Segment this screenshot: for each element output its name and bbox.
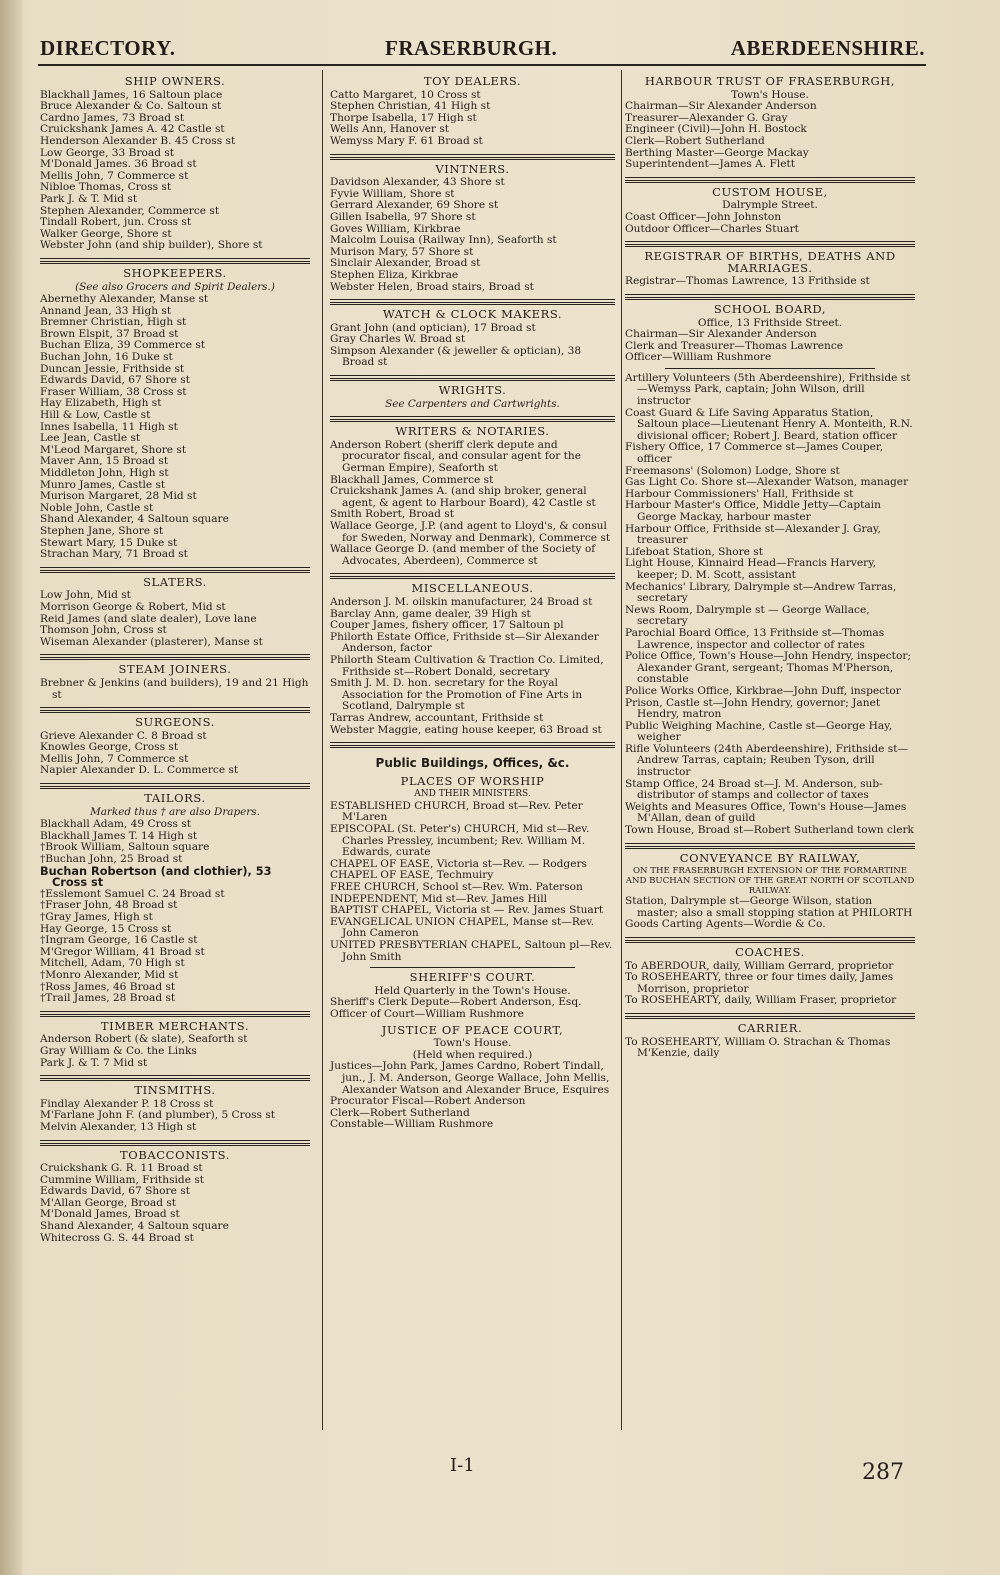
directory-entry: Knowles George, Cross st <box>40 741 179 754</box>
directory-entry: Light House, Kinnaird Head—Francis Harvery, keeper; D. M. Scott, assistant <box>625 557 877 581</box>
directory-entry: Webster Helen, Broad stairs, Broad st <box>330 280 534 293</box>
directory-entry: Innes Isabella, 11 High st <box>40 420 178 433</box>
directory-entry: Engineer (Civil)—John H. Bostock <box>625 123 807 136</box>
header-rule <box>38 64 926 66</box>
directory-entry: Wallace George D. (and member of the Society of Advocates, Aberdeen), Commerce st <box>330 543 596 567</box>
directory-entry: Coast Guard & Life Saving Apparatus Station, Saltoun place—Lieutenant Henry A. Monteith, R.N. divisional officer; Robert J. Beard, station officer <box>625 406 913 442</box>
railway-list <box>625 896 915 931</box>
directory-entry: M'Farlane John F. (and plumber), 5 Cross st <box>40 1109 276 1122</box>
directory-entry: Philorth Steam Cultivation & Traction Co. Limited, Frithside st—Robert Donald, secretary <box>330 653 604 678</box>
directory-entry: Cruickshank James A. (and ship broker, general agent, & agent to Harbour Board), 42 Castle st <box>330 485 596 509</box>
directory-entry: Stephen Alexander, Commerce st <box>40 204 220 217</box>
directory-entry: Morrison George & Robert, Mid st <box>40 600 226 613</box>
section-title: CARRIER. <box>737 1020 803 1035</box>
directory-entry: Sinclair Alexander, Broad st <box>330 257 481 270</box>
section-rule <box>330 416 615 422</box>
directory-entry: Webster John (and ship builder), Shore st <box>40 239 263 252</box>
directory-entry: Thorpe Isabella, 17 High st <box>330 111 477 124</box>
section-title: WATCH & CLOCK MAKERS. <box>382 307 563 322</box>
section-title: HARBOUR TRUST OF FRASERBURGH, <box>644 74 896 88</box>
directory-entry: Low George, 33 Broad st <box>40 146 175 159</box>
directory-entry: Brown Elspit, 37 Broad st <box>40 327 179 340</box>
directory-entry: Edwards David, 67 Shore st <box>40 1185 190 1198</box>
directory-entry: Goods Carting Agents—Wordie & Co. <box>625 918 826 931</box>
directory-entry: Cruickshank James A. 42 Castle st <box>40 123 225 136</box>
section-subtitle: ON THE FRASERBURGH EXTENSION OF THE FORMARTINE AND BUCHAN SECTION OF THE GREAT NORTH OF SCOTLAND RAILWAY. <box>625 866 915 897</box>
directory-entry: Station, Dalrymple st—George Wilson, station master; also a small stopping station at PHILORTH <box>625 895 913 919</box>
directory-entry: Berthing Master—George Mackay <box>625 146 809 159</box>
directory-entry: Low John, Mid st <box>40 589 131 602</box>
directory-entry: Grieve Alexander C. 8 Broad st <box>40 729 207 742</box>
directory-entry: Blackhall James T. 14 High st <box>40 829 198 842</box>
directory-entry: Strachan Mary, 71 Broad st <box>40 548 188 561</box>
directory-entry: Gray Charles W. Broad st <box>330 333 466 346</box>
section-rule <box>40 1011 310 1017</box>
directory-entry: Melvin Alexander, 13 High st <box>40 1120 197 1133</box>
directory-entry: †Esslemont Samuel C. 24 Broad st <box>40 887 225 900</box>
section-rule <box>625 1013 915 1019</box>
directory-entry: Officer of Court—William Rushmore <box>330 1007 524 1020</box>
directory-entry-bold: Buchan Robertson (and clothier), 53 Cross st <box>40 864 272 890</box>
directory-entry: †Buchan John, 25 Broad st <box>40 853 183 866</box>
public-offices-list <box>625 373 915 837</box>
directory-entry: Wemyss Mary F. 61 Broad st <box>330 134 483 147</box>
directory-entry: †Ross James, 46 Broad st <box>40 980 176 993</box>
directory-entry: Cardno James, 73 Broad st <box>40 111 185 124</box>
directory-entry: Treasurer—Alexander G. Gray <box>625 111 788 124</box>
section-title: TIMBER MERCHANTS. <box>100 1018 250 1033</box>
section-subtitle: (Held when required.) <box>412 1048 533 1061</box>
directory-section <box>40 258 310 561</box>
section-title: TAILORS. <box>144 791 206 806</box>
directory-entry: ESTABLISHED CHURCH, Broad st—Rev. Peter M'Laren <box>330 799 583 824</box>
directory-entry: Public Weighing Machine, Castle st—George Hay, weigher <box>625 719 893 744</box>
column-2-trades <box>330 76 615 736</box>
directory-entry: M'Donald James. 36 Broad st <box>40 158 197 171</box>
directory-entry: Fraser William, 38 Cross st <box>40 385 187 398</box>
directory-entry: Hay Elizabeth, High st <box>40 397 162 410</box>
directory-section <box>40 654 310 701</box>
directory-section <box>40 1075 310 1133</box>
directory-section <box>330 154 615 294</box>
directory-entry: Procurator Fiscal—Robert Anderson <box>330 1095 526 1108</box>
directory-entry: Superintendent—James A. Flett <box>625 158 796 171</box>
section-title: VINTNERS. <box>435 161 510 176</box>
section-title: WRIGHTS. <box>438 383 507 398</box>
directory-entry: Middleton John, High st <box>40 467 169 479</box>
directory-entry: Shand Alexander, 4 Saltoun square <box>40 513 229 526</box>
section-rule <box>330 742 615 748</box>
directory-entry: M'Donald James, Broad st <box>40 1208 180 1221</box>
section-rule <box>330 375 615 381</box>
directory-entry: Wallace George, J.P. (and agent to Lloyd's, & consul for Sweden, Norway and Denmark), Commerce st <box>330 520 611 544</box>
section-subtitle: See Carpenters and Cartwrights. <box>385 397 560 410</box>
directory-entry: CHAPEL OF EASE, Techmuiry <box>330 869 494 882</box>
custom-list <box>625 212 915 235</box>
directory-entry: †Ingram George, 16 Castle st <box>40 934 198 947</box>
public-buildings-title: Public Buildings, Offices, &c. <box>375 756 570 771</box>
directory-entry: Simpson Alexander (& jeweller & optician), 38 Broad st <box>330 344 582 369</box>
section-title: SLATERS. <box>143 574 207 589</box>
directory-entry: Blackhall Adam, 49 Cross st <box>40 818 191 831</box>
carrier-list <box>625 1037 915 1060</box>
directory-entry: Smith J. M. D. hon. secretary for the Royal Association for the Promotion of Fine Arts in Scotland, Dalrymple st <box>330 677 583 713</box>
section-rule <box>40 654 310 660</box>
directory-entry: UNITED PRESBYTERIAN CHAPEL, Saltoun pl—Rev. John Smith <box>330 939 613 963</box>
directory-entry: Goves William, Kirkbrae <box>330 222 461 235</box>
section-subtitle: Town's House. <box>731 88 809 101</box>
directory-entry: Mellis John, 7 Commerce st <box>40 169 189 182</box>
directory-entry: To ROSEHEARTY, daily, William Fraser, proprietor <box>625 994 897 1007</box>
directory-entry: Clerk—Robert Sutherland <box>625 134 765 147</box>
section-title: SURGEONS. <box>135 715 215 730</box>
directory-entry: Bremner Christian, High st <box>40 316 187 329</box>
directory-entry: Grant John (and optician), 17 Broad st <box>330 321 536 334</box>
directory-entry: Whitecross G. S. 44 Broad st <box>40 1231 194 1244</box>
directory-entry: Murison Margaret, 28 Mid st <box>40 490 197 503</box>
column-2 <box>330 72 615 1131</box>
directory-entry: Brebner & Jenkins (and builders), 19 and 21 High st <box>40 676 309 701</box>
running-head <box>40 36 925 66</box>
section-title: TINSMITHS. <box>134 1083 216 1098</box>
section-subtitle: Held Quarterly in the Town's House. <box>374 984 571 997</box>
directory-entry: EVANGELICAL UNION CHAPEL, Manse st—Rev. John Cameron <box>330 915 595 940</box>
section-rule <box>625 241 915 247</box>
directory-entry: Gray William & Co. the Links <box>40 1044 197 1057</box>
directory-section <box>330 416 615 567</box>
directory-entry: EPISCOPAL (St. Peter's) CHURCH, Mid st—Rev. Charles Pressley, incumbent; Rev. William M. Edwards, curate <box>330 823 590 859</box>
section-rule <box>330 299 615 305</box>
directory-entry: Hill & Low, Castle st <box>40 409 151 422</box>
directory-section <box>330 375 615 410</box>
section-title: SHIP OWNERS. <box>124 74 226 88</box>
directory-entry: Anderson J. M. oilskin manufacturer, 24 Broad st <box>330 595 593 608</box>
directory-entry: †Brook William, Saltoun square <box>40 841 210 854</box>
section-title: SHERIFF'S COURT. <box>409 970 536 985</box>
directory-entry: Bruce Alexander & Co. Saltoun st <box>40 100 222 113</box>
section-subtitle: Marked thus † are also Drapers. <box>90 805 260 818</box>
directory-entry: Lifeboat Station, Shore st <box>625 545 763 558</box>
directory-entry: Findlay Alexander P. 18 Cross st <box>40 1097 214 1110</box>
directory-entry: Harbour Office, Frithside st—Alexander J. Gray, treasurer <box>625 522 881 547</box>
section-subtitle: Town's House. <box>433 1037 512 1050</box>
directory-entry: To ROSEHEARTY, William O. Strachan & Thomas M'Kenzie, daily <box>625 1035 891 1060</box>
section-rule <box>625 177 915 183</box>
section-title: WRITERS & NOTARIES. <box>395 424 550 439</box>
binding-gutter <box>0 0 22 1575</box>
page-number: 287 <box>862 1460 904 1485</box>
directory-entry: Artillery Volunteers (5th Aberdeenshire), Frithside st—Wemyss Park, captain; John Wilson, drill instructor <box>625 371 911 408</box>
directory-entry: Munro James, Castle st <box>40 478 166 491</box>
directory-entry: Officer—William Rushmore <box>625 351 772 364</box>
section-title: CUSTOM HOUSE, <box>712 184 828 199</box>
header-right: ABERDEENSHIRE. <box>730 36 925 60</box>
directory-entry: Registrar—Thomas Lawrence, 13 Frithside st <box>625 275 870 288</box>
directory-entry: Philorth Estate Office, Frithside st—Sir Alexander Anderson, factor <box>330 630 599 655</box>
directory-entry: M'Gregor William, 41 Broad st <box>40 945 205 958</box>
directory-entry: Shand Alexander, 4 Saltoun square <box>40 1220 229 1233</box>
directory-entry: Fyvie William, Shore st <box>330 187 455 200</box>
header-center: FRASERBURGH. <box>385 36 558 60</box>
directory-entry: Parochial Board Office, 13 Frithside st—Thomas Lawrence, inspector and collector of rates <box>625 626 885 651</box>
worship-list <box>330 801 615 963</box>
directory-entry: Barclay Ann, game dealer, 39 High st <box>330 607 531 620</box>
section-rule <box>330 154 615 160</box>
directory-entry: Town House, Broad st—Robert Sutherland town clerk <box>625 824 914 837</box>
directory-entry: Coast Officer—John Johnston <box>625 210 782 223</box>
column-divider <box>621 70 622 1430</box>
divider <box>370 967 575 968</box>
directory-entry: Tarras Andrew, accountant, Frithside st <box>330 711 544 724</box>
directory-entry: Webster Maggie, eating house keeper, 63 Broad st <box>330 723 602 736</box>
directory-entry: Duncan Jessie, Frithside st <box>40 362 185 375</box>
section-title: SCHOOL BOARD, <box>713 301 827 316</box>
coaches-list <box>625 961 915 1007</box>
directory-entry: Anderson Robert (& slate), Seaforth st <box>40 1033 248 1046</box>
directory-entry: †Trail James, 28 Broad st <box>40 992 176 1005</box>
directory-entry: Rifle Volunteers (24th Aberdeenshire), Frithside st—Andrew Tarras, captain; Reuben Tyson, drill instructor <box>625 742 909 779</box>
directory-entry: Buchan John, 16 Duke st <box>40 351 173 364</box>
directory-entry: Wiseman Alexander (plasterer), Manse st <box>40 635 263 648</box>
directory-entry: Anderson Robert (sheriff clerk depute and procurator fiscal, and consular agent for the German Empire), Seaforth st <box>330 438 582 475</box>
directory-entry: Justices—John Park, James Cardno, Robert Tindall, jun., J. M. Anderson, George Wallace, John Mellis, Alexander Watson and Alexander Bruce, Esquires <box>330 1060 610 1096</box>
directory-section <box>330 573 615 736</box>
directory-entry: M'Allan George, Broad st <box>40 1196 177 1209</box>
directory-entry: News Room, Dalrymple st — George Wallace, secretary <box>625 603 870 628</box>
section-rule <box>330 573 615 579</box>
directory-entry: INDEPENDENT, Mid st—Rev. James Hill <box>330 892 548 905</box>
section-subtitle: Dalrymple Street. <box>722 199 818 212</box>
directory-entry: Blackhall James, 16 Saltoun place <box>40 88 223 101</box>
directory-entry: Napier Alexander D. L. Commerce st <box>40 764 239 777</box>
directory-entry: Murison Mary, 57 Shore st <box>330 245 474 258</box>
directory-entry: Stephen Christian, 41 High st <box>330 100 491 113</box>
section-title: TOBACCONISTS. <box>120 1147 230 1162</box>
section-rule <box>625 937 915 943</box>
directory-entry: Noble John, Castle st <box>40 501 154 514</box>
section-title: JUSTICE OF PEACE COURT, <box>381 1022 564 1037</box>
directory-entry: To ABERDOUR, daily, William Gerrard, proprietor <box>625 959 894 972</box>
directory-entry: FREE CHURCH, School st—Rev. Wm. Paterson <box>330 881 583 894</box>
directory-entry: Cruickshank G. R. 11 Broad st <box>40 1162 203 1175</box>
section-rule <box>40 783 310 789</box>
directory-entry: Harbour Commissioners' Hall, Frithside st <box>625 487 854 500</box>
directory-entry: Mechanics' Library, Dalrymple st—Andrew Tarras, secretary <box>625 580 897 605</box>
directory-entry: Stewart Mary, 15 Duke st <box>40 536 178 549</box>
directory-entry: †Monro Alexander, Mid st <box>40 968 179 981</box>
directory-entry: Reid James (and slate dealer), Love lane <box>40 612 257 625</box>
directory-entry: Chairman—Sir Alexander Anderson <box>625 328 817 341</box>
directory-entry: Clerk and Treasurer—Thomas Lawrence <box>625 339 844 352</box>
section-title: REGISTRAR OF BIRTHS, DEATHS AND MARRIAGES. <box>644 249 896 275</box>
directory-section <box>40 76 310 252</box>
directory-entry: CHAPEL OF EASE, Victoria st—Rev. — Rodgers <box>330 857 587 870</box>
section-title: MISCELLANEOUS. <box>411 581 534 596</box>
directory-entry: M'Leod Margaret, Shore st <box>40 443 187 456</box>
directory-entry: Gerrard Alexander, 69 Shore st <box>330 199 499 212</box>
directory-entry: Smith Robert, Broad st <box>330 508 454 521</box>
column-1 <box>40 72 310 1250</box>
section-rule <box>40 567 310 573</box>
directory-entry: Stephen Eliza, Kirkbrae <box>330 268 459 281</box>
directory-section <box>330 299 615 369</box>
directory-entry: Catto Margaret, 10 Cross st <box>330 88 481 101</box>
directory-section <box>40 783 310 1005</box>
directory-entry: †Gray James, High st <box>40 911 153 923</box>
column-divider <box>322 70 323 1430</box>
directory-section <box>330 76 615 148</box>
directory-entry: Walker George, Shore st <box>40 227 172 240</box>
directory-entry: Gas Light Co. Shore st—Alexander Watson, manager <box>625 476 909 489</box>
directory-entry: Mitchell, Adam, 70 High st <box>40 957 185 970</box>
divider <box>665 368 875 369</box>
directory-entry: Annand Jean, 33 High st <box>40 304 172 317</box>
directory-entry: Harbour Master's Office, Middle Jetty—Captain George Mackay, harbour master <box>625 499 881 523</box>
directory-entry: Constable—William Rushmore <box>330 1118 494 1131</box>
directory-entry: Gillen Isabella, 97 Shore st <box>330 210 476 223</box>
directory-section <box>40 707 310 777</box>
signature-mark: I-1 <box>450 1455 475 1476</box>
directory-entry: Hay George, 15 Cross st <box>40 922 172 935</box>
directory-entry: Buchan Eliza, 39 Commerce st <box>40 339 206 352</box>
directory-entry: Abernethy Alexander, Manse st <box>40 293 209 306</box>
section-rule <box>625 843 915 849</box>
header-left: DIRECTORY. <box>40 36 176 60</box>
section-rule <box>40 258 310 264</box>
directory-section <box>40 1140 310 1245</box>
directory-entry: To ROSEHEARTY, three or four times daily, James Morrison, proprietor <box>625 971 894 995</box>
directory-entry: Tindall Robert, jun. Cross st <box>40 216 192 229</box>
section-rule <box>40 1075 310 1081</box>
section-title: TOY DEALERS. <box>423 74 522 88</box>
section-title: STEAM JOINERS. <box>118 662 232 677</box>
directory-entry: Fishery Office, 17 Commerce st—James Couper, officer <box>625 441 884 466</box>
justice-list <box>330 1061 615 1131</box>
section-subtitle: AND THEIR MINISTERS. <box>414 789 531 800</box>
directory-entry: Freemasons' (Solomon) Lodge, Shore st <box>625 464 840 477</box>
directory-entry: Davidson Alexander, 43 Shore st <box>330 176 505 189</box>
section-subtitle: Office, 13 Frithside Street. <box>697 316 843 329</box>
column-3 <box>625 72 915 1060</box>
section-rule <box>40 707 310 713</box>
section-title: COACHES. <box>735 945 805 959</box>
directory-entry: Malcolm Louisa (Railway Inn), Seaforth st <box>330 234 557 247</box>
directory-entry: Weights and Measures Office, Town's House—James M'Allan, dean of guild <box>625 800 907 825</box>
directory-section <box>40 1011 310 1069</box>
directory-entry: Clerk—Robert Sutherland <box>330 1106 470 1119</box>
harbour-list <box>625 101 915 171</box>
sheriff-list <box>330 997 615 1020</box>
directory-entry: Police Office, Town's House—John Hendry, inspector; Alexander Grant, sergeant; Thomas M'Pherson, constable <box>625 650 911 686</box>
section-title: SHOPKEEPERS. <box>123 265 227 280</box>
directory-entry: Henderson Alexander B. 45 Cross st <box>40 134 236 147</box>
section-title: PLACES OF WORSHIP <box>400 773 545 788</box>
section-rule <box>40 1140 310 1146</box>
directory-entry: Police Works Office, Kirkbrae—John Duff, inspector <box>625 684 901 697</box>
directory-entry: Sheriff's Clerk Depute—Robert Anderson, Esq. <box>330 996 582 1009</box>
directory-entry: Thomson John, Cross st <box>40 624 167 637</box>
directory-entry: Couper James, fishery officer, 17 Saltoun pl <box>330 619 564 632</box>
directory-entry: Blackhall James, Commerce st <box>330 473 494 486</box>
section-subtitle: (See also Grocers and Spirit Dealers.) <box>75 280 275 293</box>
directory-entry: Stamp Office, 24 Broad st—J. M. Anderson, sub-distributor of stamps and collector of taxes <box>625 777 883 802</box>
directory-entry: Outdoor Officer—Charles Stuart <box>625 222 799 235</box>
directory-entry: Chairman—Sir Alexander Anderson <box>625 100 817 113</box>
directory-entry: Edwards David, 67 Shore st <box>40 374 190 387</box>
directory-entry: Lee Jean, Castle st <box>40 432 141 445</box>
directory-section <box>40 567 310 649</box>
school-list <box>625 329 915 364</box>
directory-entry: Nibloe Thomas, Cross st <box>40 181 172 194</box>
registrar-list <box>625 276 915 288</box>
directory-entry: Cummine William, Frithside st <box>40 1173 205 1186</box>
directory-entry: Prison, Castle st—John Hendry, governor; Janet Hendry, matron <box>625 696 881 721</box>
section-rule <box>625 294 915 300</box>
directory-entry: Park J. & T. 7 Mid st <box>40 1056 148 1069</box>
directory-entry: †Fraser John, 48 Broad st <box>40 899 178 912</box>
directory-entry: Stephen Jane, Shore st <box>40 524 164 537</box>
directory-entry: Wells Ann, Hanover st <box>330 123 450 136</box>
section-title: CONVEYANCE BY RAILWAY, <box>679 850 861 865</box>
directory-entry: Maver Ann, 15 Broad st <box>40 455 169 468</box>
directory-entry: Mellis John, 7 Commerce st <box>40 752 189 765</box>
directory-entry: BAPTIST CHAPEL, Victoria st — Rev. James Stuart <box>330 904 604 917</box>
directory-entry: Park J. & T. Mid st <box>40 192 138 205</box>
